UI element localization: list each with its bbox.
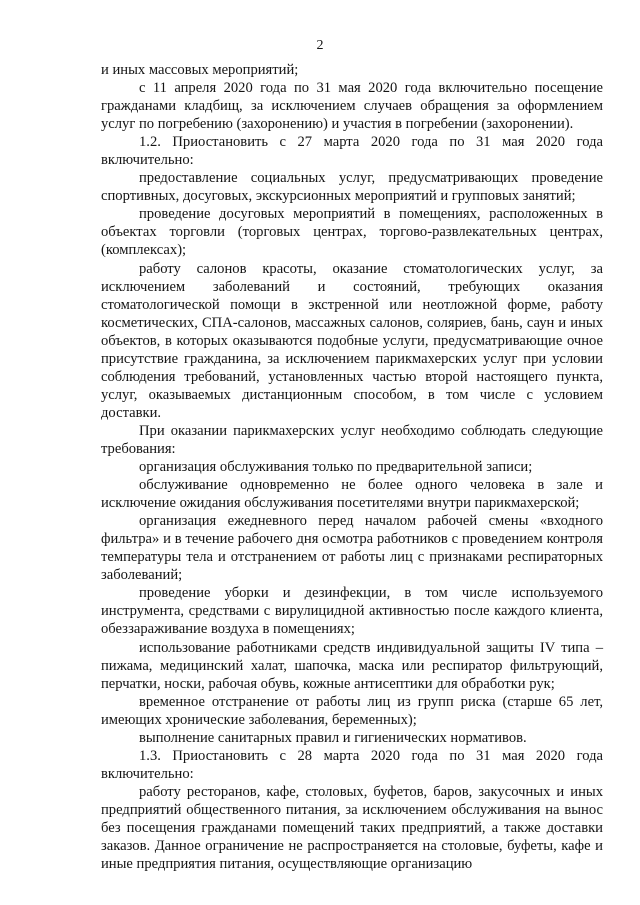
paragraph: работу салонов красоты, оказание стоматологических услуг, за исключением заболеваний и состояний, требующих оказания стоматологической помощи в экстренной или неотложной форме, работу косметических, СПА-салонов, массажных салонов, соляриев, бань, саун и иных объектов, в которых оказываются подобные услуги, предусматривающие очное присутствие гражданина, за исключением парикмахерских услуг при условии соблюдения требований, установленных частью второй настоящего пункта, услуг, оказываемых дистанционным способом, в том числе с условием доставки.	[101, 260, 603, 421]
paragraph: предоставление социальных услуг, предусматривающих проведение спортивных, досуговых, экскурсионных мероприятий и групповых занятий;	[101, 170, 603, 205]
requirement-item: временное отстранение от работы лиц из групп риска (старше 65 лет, имеющих хронические заболевания, беременных);	[101, 693, 603, 728]
requirement-item: организация ежедневного перед началом рабочей смены «входного фильтра» и в течение рабочего дня осмотра работников с проведением контроля температуры тела и отстранением от работы лиц с признаками респираторных заболеваний;	[101, 513, 603, 584]
paragraph: с 11 апреля 2020 года по 31 мая 2020 года включительно посещение гражданами кладбищ, за исключением случаев обращения за оформлением услуг по погребению (захоронению) и участия в погребении (захоронении).	[101, 80, 603, 133]
requirement-item: обслуживание одновременно не более одного человека в зале и исключение ожидания обслуживания посетителями внутри парикмахерской;	[101, 477, 603, 512]
paragraph: При оказании парикмахерских услуг необходимо соблюдать следующие требования:	[101, 422, 603, 457]
paragraph: и иных массовых мероприятий;	[101, 62, 299, 78]
paragraph: проведение досуговых мероприятий в помещениях, расположенных в объектах торговли (торговых центрах, торгово-развлекательных центрах, (комплексах);	[101, 206, 603, 259]
requirement-item: организация обслуживания только по предварительной записи;	[139, 459, 533, 476]
page-number: 2	[316, 38, 324, 53]
requirement-item: использование работниками средств индивидуальной защиты IV типа – пижама, медицинский халат, шапочка, маска или респиратор фильтрующий, перчатки, носки, рабочая обувь, кожные антисептики для обработки рук;	[101, 639, 603, 692]
requirement-item: выполнение санитарных правил и гигиенических нормативов.	[139, 729, 527, 746]
paragraph: работу ресторанов, кафе, столовых, буфетов, баров, закусочных и иных предприятий общественного питания, за исключением обслуживания на вынос без посещения гражданами помещений таких предприятий, а также доставки заказов. Данное ограничение не распространяется на столовые, буфеты, кафе и иные предприятия питания, осуществляющие организацию	[101, 783, 603, 873]
requirement-item: проведение уборки и дезинфекции, в том числе используемого инструмента, средствами с вирулицидной активностью после каждого клиента, обеззараживание воздуха в помещениях;	[101, 585, 603, 638]
section-heading-1-2: 1.2. Приостановить с 27 марта 2020 года по 31 мая 2020 года включительно:	[101, 134, 603, 169]
document-body	[101, 61, 603, 873]
section-heading-1-3: 1.3. Приостановить с 28 марта 2020 года по 31 мая 2020 года включительно:	[101, 747, 603, 782]
